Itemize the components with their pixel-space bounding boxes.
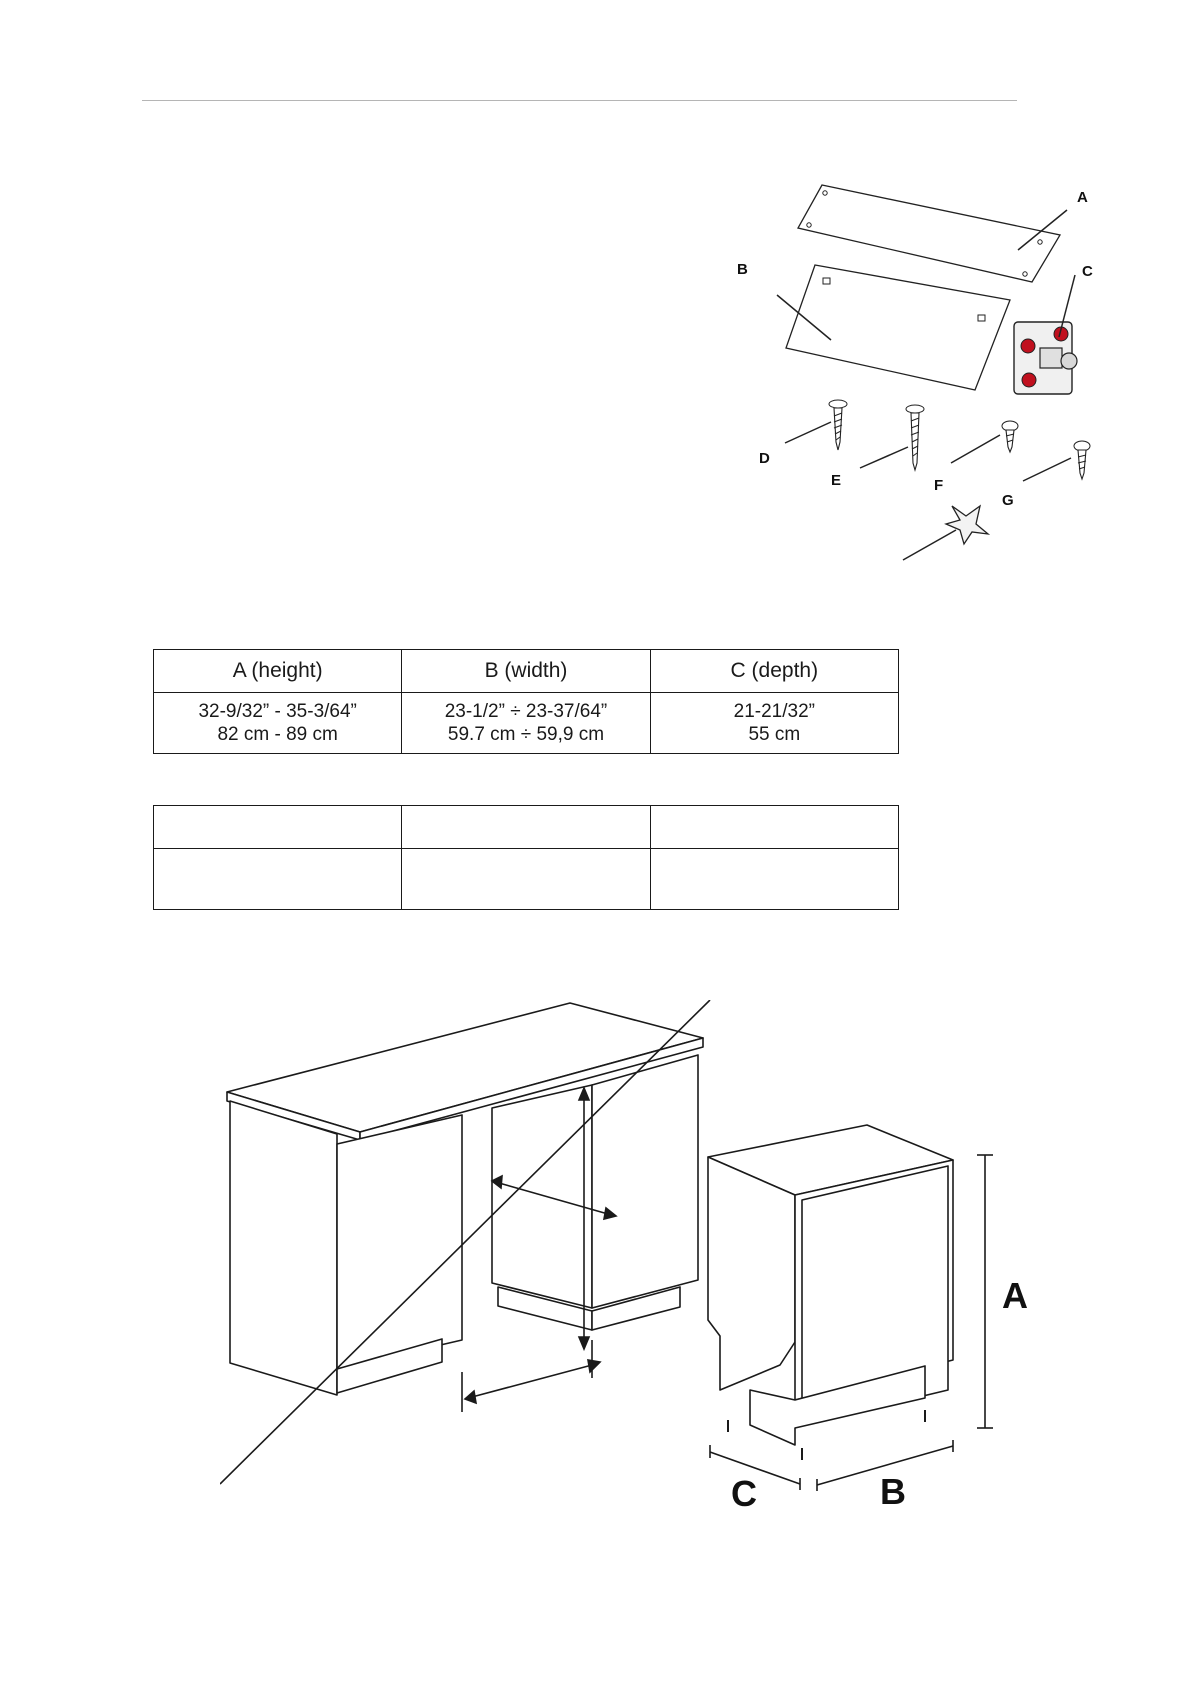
- table-header-row: [154, 806, 899, 849]
- appliance-height-line-icon: [977, 1155, 993, 1428]
- height-inches: 32-9/32” - 35-3/64”: [198, 701, 357, 722]
- header-width: B (width): [402, 650, 650, 693]
- blank-header-cell: [650, 806, 898, 849]
- installation-diagram: [220, 1000, 1060, 1530]
- header-depth: C (depth): [650, 650, 898, 693]
- table-row: [154, 849, 899, 910]
- blank-cell: [154, 849, 402, 910]
- dimension-label-b: B: [880, 1471, 906, 1512]
- blank-header-cell: [402, 806, 650, 849]
- label-b: B: [737, 261, 748, 278]
- label-f: F: [934, 477, 944, 494]
- label-c: C: [1082, 263, 1093, 280]
- table-header-row: [154, 650, 899, 693]
- label-g: G: [1002, 492, 1014, 509]
- depth-cm: 55 cm: [748, 724, 801, 745]
- screw-f-icon: [951, 421, 1018, 463]
- top-divider: [142, 100, 1017, 101]
- height-cm: 82 cm - 89 cm: [217, 724, 338, 745]
- screw-g-icon: [1023, 441, 1090, 481]
- cell-height: [154, 693, 402, 754]
- blank-cell: [650, 849, 898, 910]
- left-cabinet-icon: [230, 1101, 462, 1395]
- screw-d-icon: [785, 400, 847, 450]
- width-cm: 59.7 cm ÷ 59,9 cm: [447, 724, 605, 745]
- parts-diagram: [720, 150, 1192, 580]
- part-c-bracket-icon: [1014, 275, 1077, 394]
- dimensions-table: [153, 649, 899, 754]
- dimension-label-c: C: [731, 1473, 757, 1514]
- cell-width: [402, 693, 650, 754]
- label-a: A: [1077, 189, 1088, 206]
- opening-depth-arrow-icon: [462, 1340, 600, 1412]
- width-inches: 23-1/2” ÷ 23-37/64”: [444, 701, 608, 722]
- table-row: [154, 693, 899, 754]
- label-e: E: [831, 472, 842, 489]
- part-a-plate-icon: [798, 185, 1067, 282]
- header-height: A (height): [154, 650, 402, 693]
- label-d: D: [759, 450, 770, 467]
- cell-depth: [650, 693, 898, 754]
- blank-cell: [402, 849, 650, 910]
- part-b-plate-icon: [777, 265, 1010, 390]
- blank-header-cell: [154, 806, 402, 849]
- blank-table: [153, 805, 899, 910]
- screw-e-icon: [860, 405, 924, 470]
- depth-inches: 21-21/32”: [733, 701, 815, 722]
- appliance-icon: [708, 1125, 953, 1445]
- clip-icon: [903, 506, 988, 560]
- dimension-label-a: A: [1002, 1275, 1028, 1316]
